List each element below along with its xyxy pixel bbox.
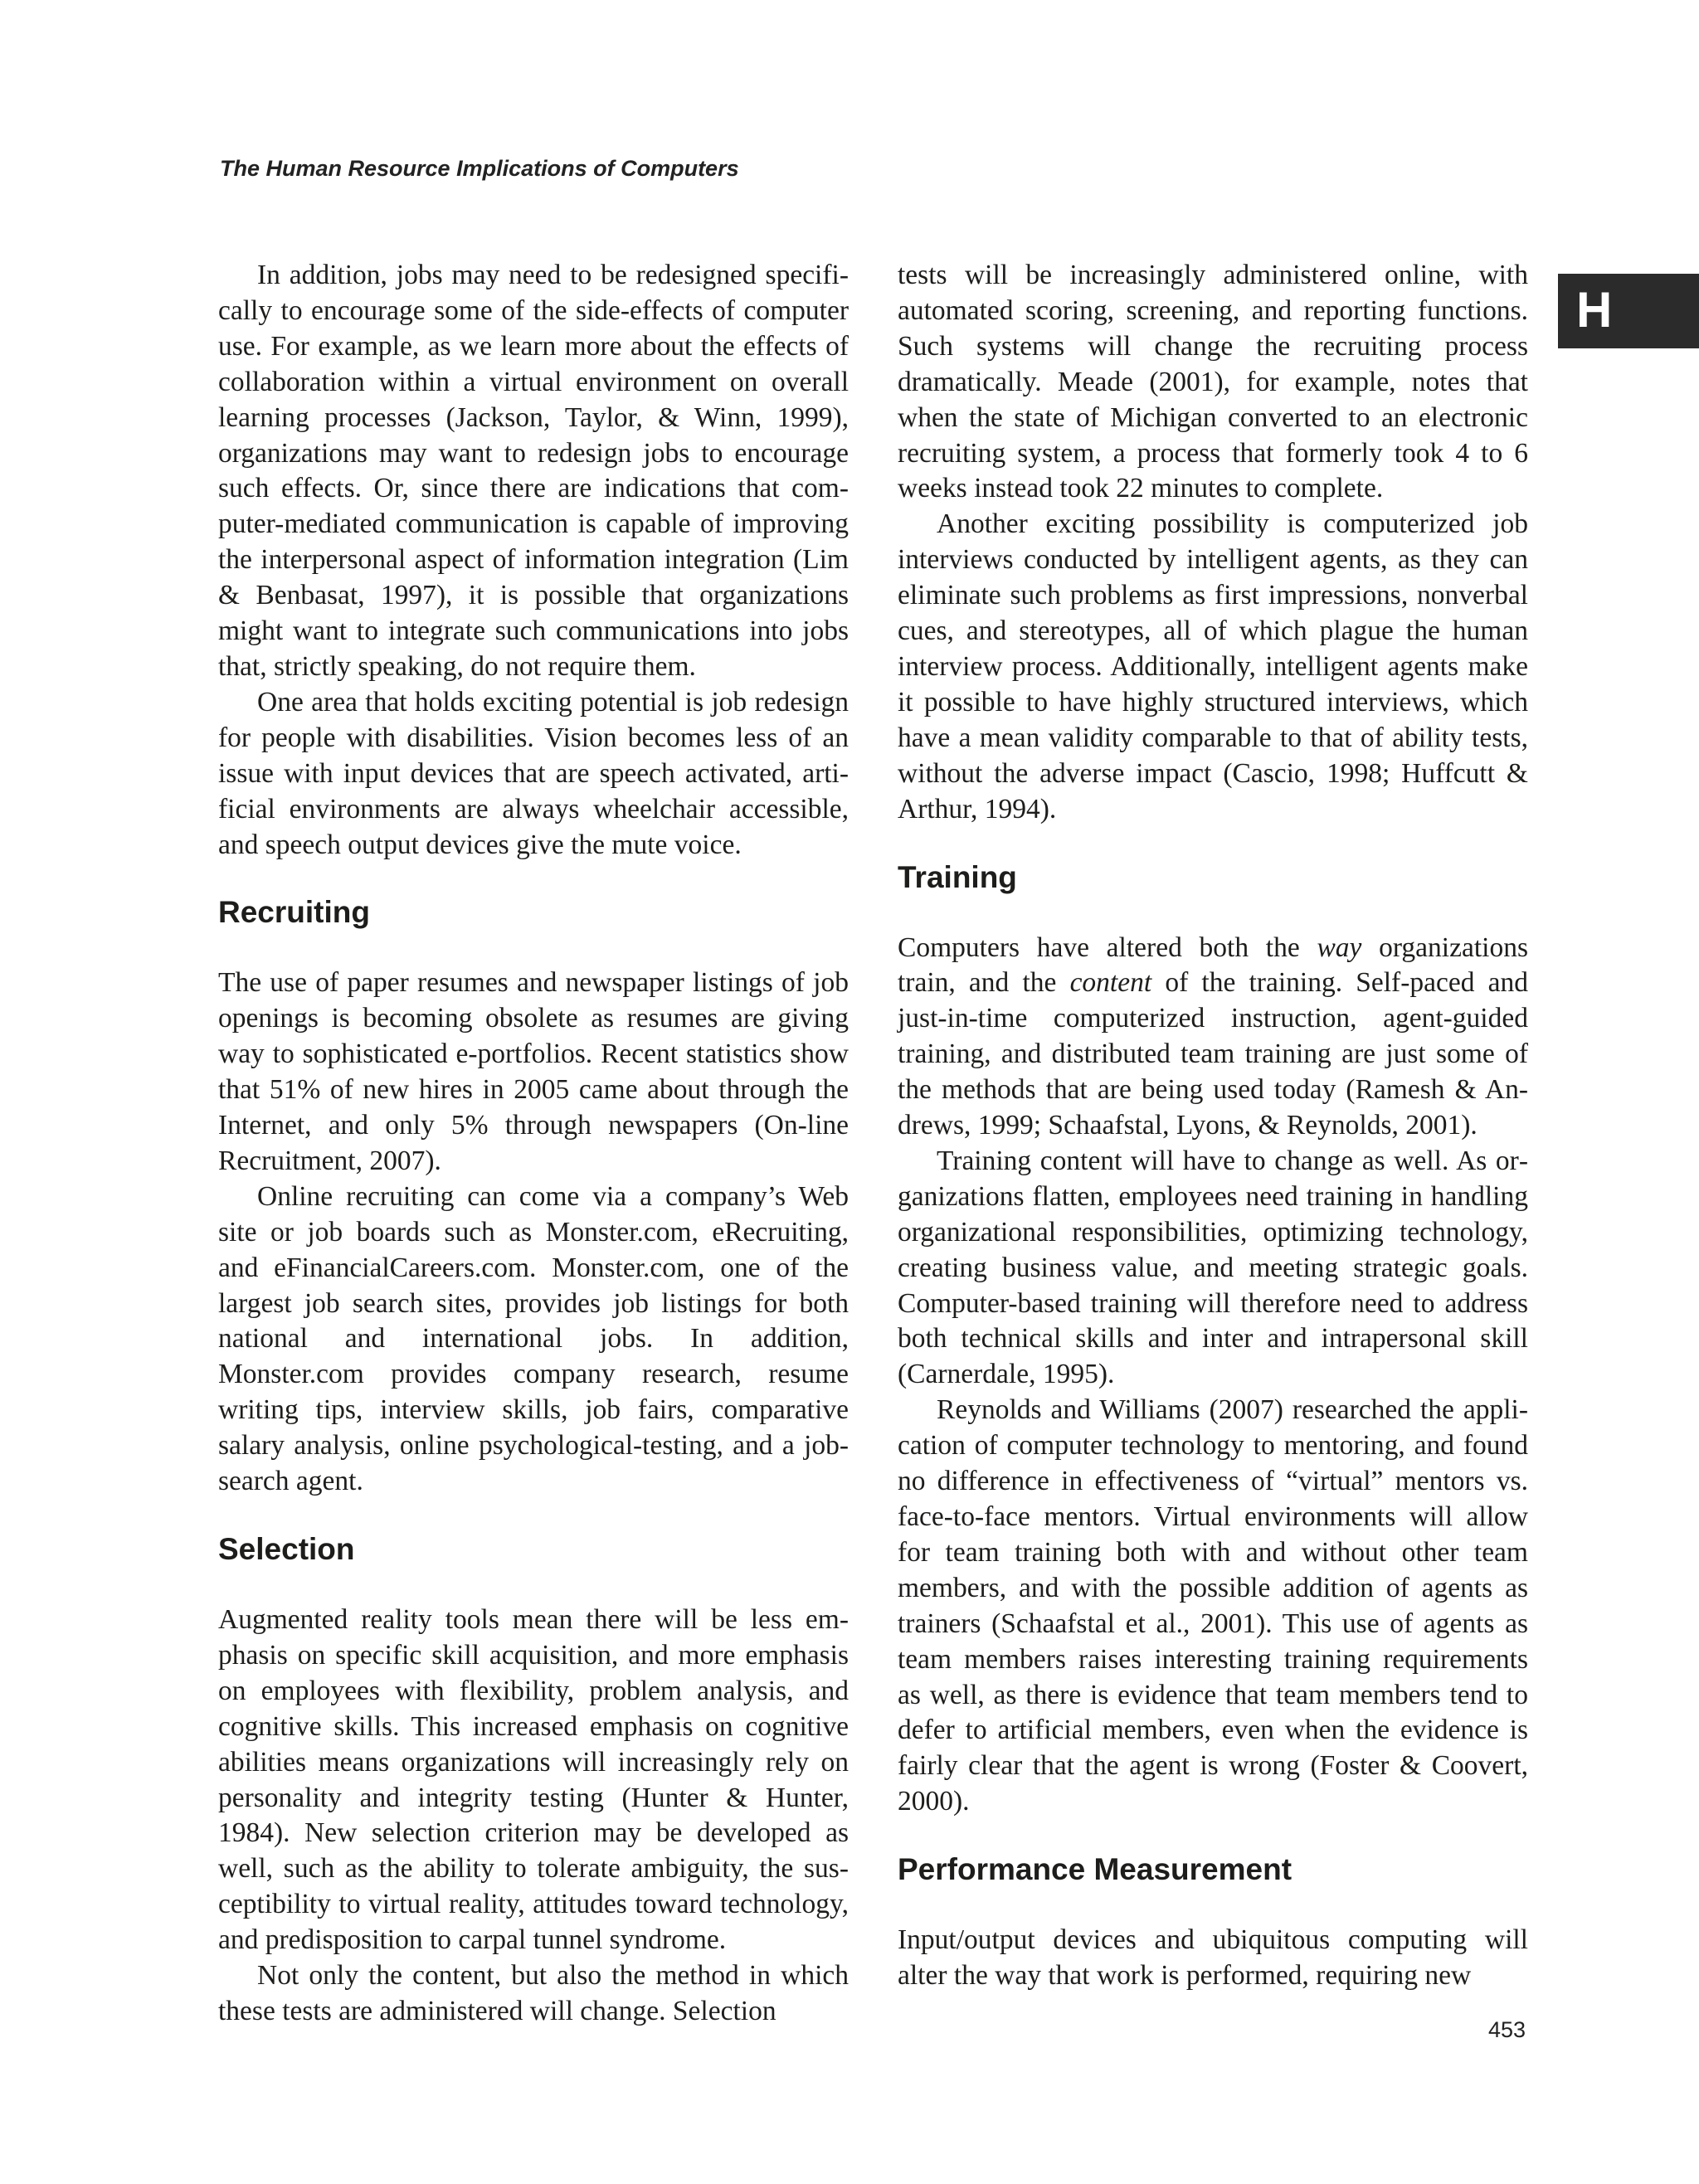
section-heading-training: Training xyxy=(898,859,1017,894)
text-run: of the training. Self-paced and just-in-time computerized instruction, agent-guided training, and distributed team training are just some of the methods that are being used today (Ramesh & Andrews, 1999; Schaafstal, Lyons, & Reynolds, 2001). xyxy=(898,967,1529,1141)
thumb-tab-letter: H xyxy=(1576,282,1613,338)
paragraph: Input/output devices and ubiquitous computing will alter the way that work is performed, requiring new xyxy=(898,1924,1528,1992)
paragraph: Not only the content, but also the method in which these tests are administered will change. Selection xyxy=(218,1960,849,2026)
text-run: Computers have altered both the xyxy=(898,931,1317,963)
emphasis-way: way xyxy=(1317,931,1362,963)
section-heading-recruiting: Recruiting xyxy=(218,895,370,930)
page-number: 453 xyxy=(1488,2017,1526,2042)
paragraph: In addition, jobs may need to be redesigned specifically to encourage some of the side-effects of computer use. For example, as we learn more about the effects of collaboration within a virtual environment on overall learning processes (Jackson, Taylor, & Winn, 1999), organizations may want to redesign jobs to encourage such effects. Or, since there are indications that computer-mediated communication is capable of improving the interpersonal aspect of information integration (Lim & Benbasat, 1997), it is possible that organizations might want to integrate such communications into jobs that, strictly speaking, do not require them. xyxy=(218,260,849,682)
running-header: The Human Resource Implications of Computers xyxy=(220,156,739,181)
paragraph xyxy=(898,931,1528,1144)
paragraph: Training content will have to change as well. As organizations flatten, employees need training in handling organizational responsibilities, optimizing technology, creating business value, and meeting strategic goals. Computer-based training will therefore need to address both technical skills and inter and intrapersonal skill (Carnerdale, 1995). xyxy=(898,1145,1528,1390)
right-column xyxy=(898,258,1528,1994)
paragraph: The use of paper resumes and newspaper listings of job openings is becoming obsolete as resumes are giving way to sophisticated e-portfolios. Recent statistics show that 51% of new hires in 2005 came about through the Internet, and only 5% through newspapers (On-line Recruitment, 2007). xyxy=(218,967,849,1176)
emphasis-content: content xyxy=(1069,967,1152,999)
text-run: organizations train, and the xyxy=(898,931,1528,999)
section-heading-selection: Selection xyxy=(218,1532,355,1566)
left-column xyxy=(218,258,849,2030)
paragraph: Online recruiting can come via a company’s Web site or job boards such as Monster.com, eRecruiting, and eFinancialCareers.com. Monster.com, one of the largest job search sites, provides job listings for both national and international jobs. In addition, Monster.com provides company research, resume writing tips, interview skills, job fairs, comparative salary analysis, online psychological-testing, and a job-search agent. xyxy=(218,1180,849,1497)
paragraph: Augmented reality tools mean there will be less emphasis on specific skill acquisition, and more emphasis on employees with flexibility, problem analysis, and cognitive skills. This increased emphasis on cognitive abilities means organizations will increasingly rely on personality and integrity testing (Hunter & Hunter, 1984). New selection criterion may be developed as well, such as the ability to tolerate ambiguity, the susceptibility to virtual reality, attitudes toward technology, and predisposition to carpal tunnel syndrome. xyxy=(218,1604,849,1956)
paragraph: One area that holds exciting potential is job redesign for people with disabilities. Vision becomes less of an issue with input devices that are speech activated, artificial environments are always wheelchair accessible, and speech output devices give the mute voice. xyxy=(218,686,849,860)
paragraph: Another exciting possibility is computerized job interviews conducted by intelligent agents, as they can eliminate such problems as first impressions, nonverbal cues, and stereotypes, all of which plague the human interview process. Additionally, intelligent agents make it possible to have highly structured interviews, which have a mean validity comparable to that of ability tests, without the adverse impact (Cascio, 1998; Huffcutt & Arthur, 1994). xyxy=(898,508,1528,824)
paragraph: tests will be increasingly administered online, with automated scoring, screening, and reporting functions. Such systems will change the recruiting process dramatically. Meade (2001), for example, notes that when the state of Michigan converted to an electronic recruiting system, a process that formerly took 4 to 6 weeks instead took 22 minutes to complete. xyxy=(898,260,1528,504)
section-thumb-tab xyxy=(1558,274,1699,348)
paragraph: Reynolds and Williams (2007) researched the application of computer technology to mentoring, and found no difference in effectiveness of “virtual” mentors vs. face-to-face mentors. Virtual environments will allow for team training both with and without other team members, and with the possible addition of agents as trainers (Schaafstal et al., 2001). This use of agents as team members raises interesting training requirements as well, as there is evidence that team members tend to defer to artificial members, even when the evidence is fairly clear that the agent is wrong (Foster & Coovert, 2000). xyxy=(898,1394,1528,1817)
section-heading-performance-measurement: Performance Measurement xyxy=(898,1852,1293,1887)
